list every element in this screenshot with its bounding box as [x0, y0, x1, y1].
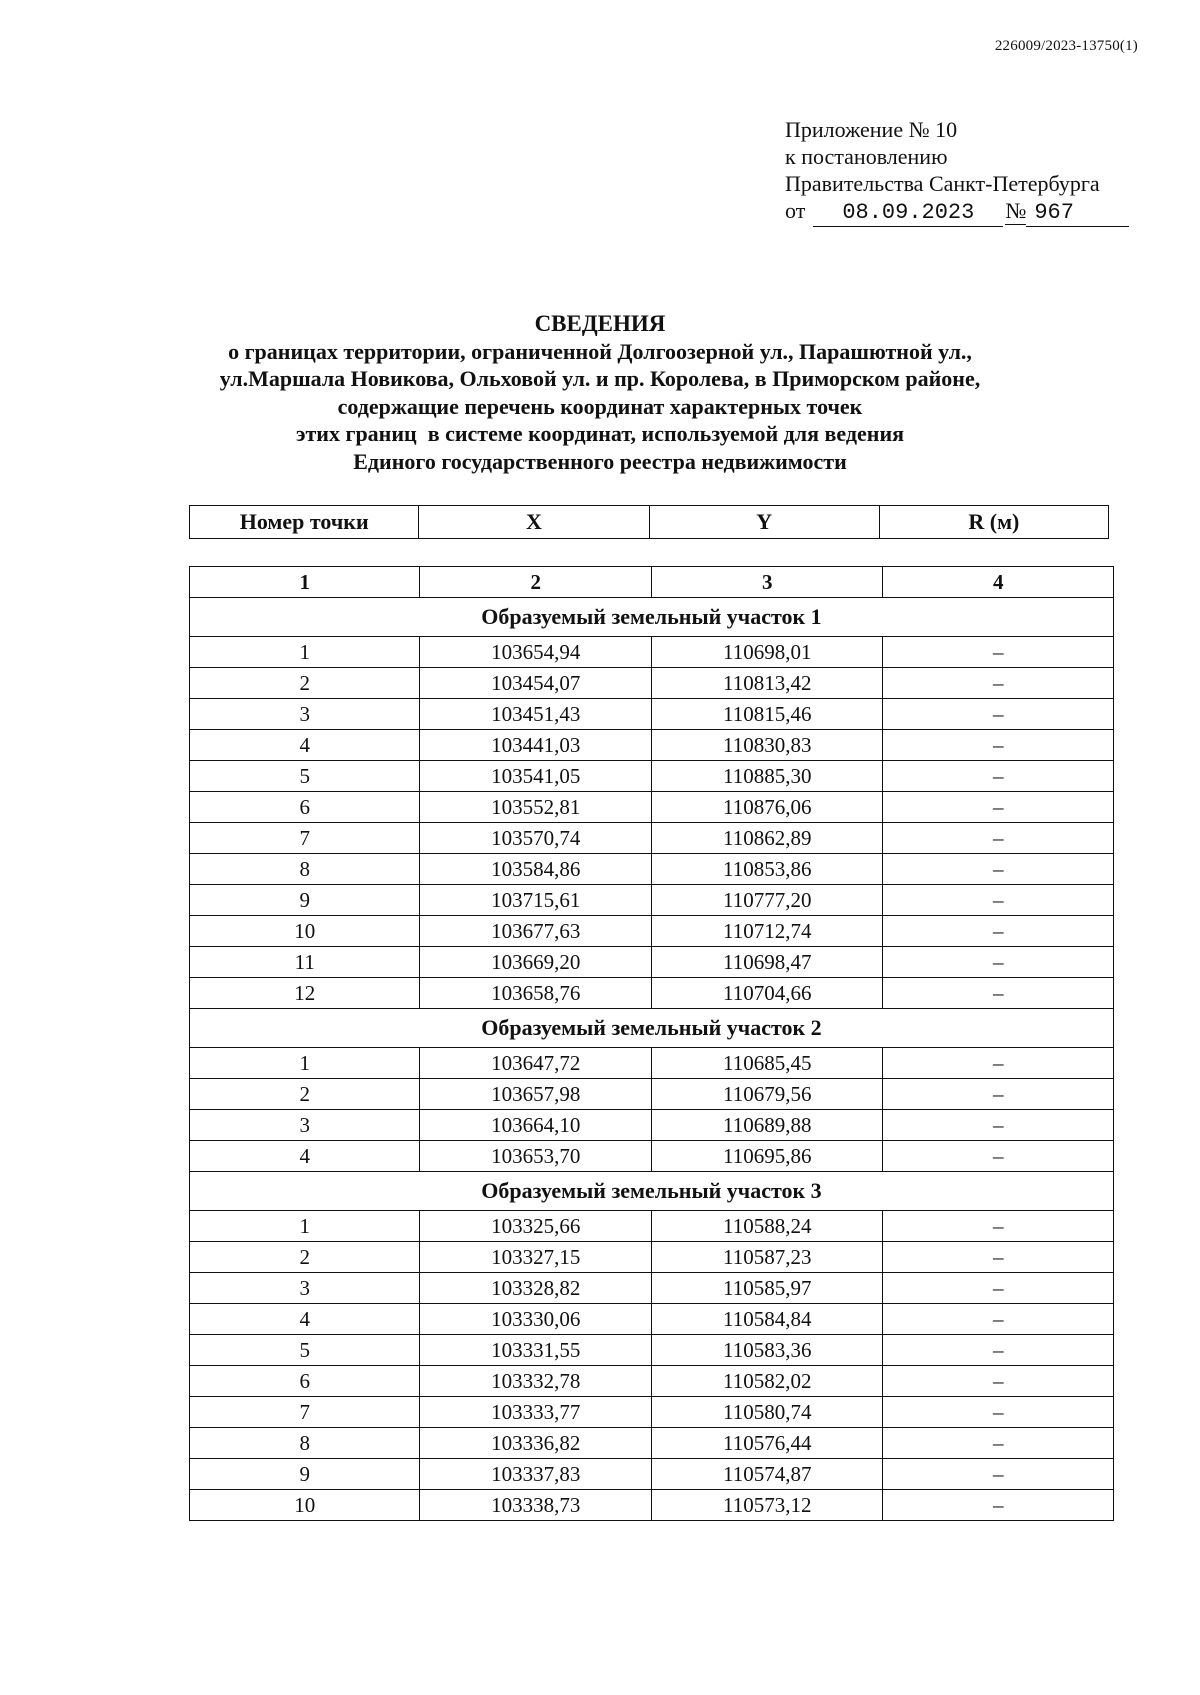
x-coordinate-cell: 103584,86 — [420, 854, 652, 885]
radius-cell: – — [883, 885, 1114, 916]
y-coordinate-cell: 110576,44 — [651, 1428, 883, 1459]
title-line-5: Единого государственного реестра недвижимости — [353, 448, 847, 474]
column-number-3: 3 — [651, 567, 883, 598]
annex-block — [785, 116, 1129, 227]
radius-cell: – — [883, 1079, 1114, 1110]
x-coordinate-cell: 103451,43 — [420, 699, 652, 730]
point-number-cell: 6 — [190, 792, 420, 823]
title-line-4: этих границ в системе координат, используемой для ведения — [295, 421, 905, 446]
x-coordinate-cell: 103333,77 — [420, 1397, 652, 1428]
y-coordinate-cell: 110580,74 — [651, 1397, 883, 1428]
table-row — [190, 1428, 1114, 1459]
section-title: Образуемый земельный участок 3 — [190, 1172, 1114, 1211]
y-coordinate-cell: 110679,56 — [651, 1079, 883, 1110]
y-coordinate-cell: 110876,06 — [651, 792, 883, 823]
radius-cell: – — [883, 1242, 1114, 1273]
document-registration-number: 226009/2023-13750(1) — [994, 38, 1138, 54]
section-header-row — [190, 1009, 1114, 1048]
x-coordinate-cell: 103325,66 — [420, 1211, 652, 1242]
x-coordinate-cell: 103715,61 — [420, 885, 652, 916]
y-coordinate-cell: 110574,87 — [651, 1459, 883, 1490]
section-title: Образуемый земельный участок 1 — [190, 598, 1114, 637]
radius-cell: – — [883, 1304, 1114, 1335]
point-number-cell: 6 — [190, 1366, 420, 1397]
y-coordinate-cell: 110685,45 — [651, 1048, 883, 1079]
radius-cell: – — [883, 730, 1114, 761]
header-r: R (м) — [879, 506, 1108, 539]
annex-date-row — [785, 197, 1129, 227]
point-number-cell: 8 — [190, 1428, 420, 1459]
table-row — [190, 730, 1114, 761]
point-number-cell: 11 — [190, 947, 420, 978]
point-number-cell: 4 — [190, 1141, 420, 1172]
point-number-cell: 7 — [190, 823, 420, 854]
header-point-number: Номер точки — [190, 506, 419, 539]
y-coordinate-cell: 110695,86 — [651, 1141, 883, 1172]
radius-cell: – — [883, 1490, 1114, 1521]
section-header-row — [190, 598, 1114, 637]
point-number-cell: 7 — [190, 1397, 420, 1428]
section-title: Образуемый земельный участок 2 — [190, 1009, 1114, 1048]
y-coordinate-cell: 110813,42 — [651, 668, 883, 699]
point-number-cell: 1 — [190, 1048, 420, 1079]
table-row — [190, 699, 1114, 730]
radius-cell: – — [883, 1273, 1114, 1304]
x-coordinate-cell: 103552,81 — [420, 792, 652, 823]
title-line-3: содержащие перечень координат характерных точек — [337, 393, 863, 419]
x-coordinate-cell: 103647,72 — [420, 1048, 652, 1079]
y-coordinate-cell: 110582,02 — [651, 1366, 883, 1397]
radius-cell: – — [883, 1428, 1114, 1459]
x-coordinate-cell: 103677,63 — [420, 916, 652, 947]
column-number-row — [190, 567, 1114, 598]
radius-cell: – — [883, 823, 1114, 854]
radius-cell: – — [883, 978, 1114, 1009]
radius-cell: – — [883, 1110, 1114, 1141]
header-y: Y — [649, 506, 879, 539]
column-header-table — [189, 505, 1109, 539]
radius-cell: – — [883, 668, 1114, 699]
point-number-cell: 3 — [190, 1110, 420, 1141]
y-coordinate-cell: 110704,66 — [651, 978, 883, 1009]
x-coordinate-cell: 103336,82 — [420, 1428, 652, 1459]
table-row — [190, 1304, 1114, 1335]
y-coordinate-cell: 110853,86 — [651, 854, 883, 885]
table-row — [190, 1141, 1114, 1172]
y-coordinate-cell: 110885,30 — [651, 761, 883, 792]
point-number-cell: 1 — [190, 637, 420, 668]
table-row — [190, 1048, 1114, 1079]
radius-cell: – — [883, 792, 1114, 823]
table-row — [190, 916, 1114, 947]
title-heading: СВЕДЕНИЯ — [534, 311, 666, 336]
x-coordinate-cell: 103657,98 — [420, 1079, 652, 1110]
column-number-2: 2 — [420, 567, 652, 598]
y-coordinate-cell: 110815,46 — [651, 699, 883, 730]
x-coordinate-cell: 103330,06 — [420, 1304, 652, 1335]
x-coordinate-cell: 103337,83 — [420, 1459, 652, 1490]
point-number-cell: 2 — [190, 1242, 420, 1273]
y-coordinate-cell: 110689,88 — [651, 1110, 883, 1141]
table-row — [190, 947, 1114, 978]
table-row — [190, 1110, 1114, 1141]
column-header-row — [190, 506, 1109, 539]
point-number-cell: 9 — [190, 1459, 420, 1490]
document-title — [0, 310, 1200, 475]
y-coordinate-cell: 110584,84 — [651, 1304, 883, 1335]
table-row — [190, 1490, 1114, 1521]
point-number-cell: 5 — [190, 1335, 420, 1366]
point-number-cell: 1 — [190, 1211, 420, 1242]
header-x: X — [419, 506, 649, 539]
y-coordinate-cell: 110698,01 — [651, 637, 883, 668]
x-coordinate-cell: 103658,76 — [420, 978, 652, 1009]
table-row — [190, 885, 1114, 916]
y-coordinate-cell: 110862,89 — [651, 823, 883, 854]
y-coordinate-cell: 110573,12 — [651, 1490, 883, 1521]
table-row — [190, 761, 1114, 792]
point-number-cell: 3 — [190, 699, 420, 730]
y-coordinate-cell: 110777,20 — [651, 885, 883, 916]
y-coordinate-cell: 110698,47 — [651, 947, 883, 978]
radius-cell: – — [883, 637, 1114, 668]
y-coordinate-cell: 110587,23 — [651, 1242, 883, 1273]
annex-number-label: № — [1005, 198, 1027, 223]
point-number-cell: 10 — [190, 1490, 420, 1521]
point-number-cell: 12 — [190, 978, 420, 1009]
x-coordinate-cell: 103669,20 — [420, 947, 652, 978]
table-row — [190, 1335, 1114, 1366]
point-number-cell: 2 — [190, 668, 420, 699]
x-coordinate-cell: 103570,74 — [420, 823, 652, 854]
table-row — [190, 1211, 1114, 1242]
radius-cell: – — [883, 699, 1114, 730]
radius-cell: – — [883, 1366, 1114, 1397]
x-coordinate-cell: 103541,05 — [420, 761, 652, 792]
x-coordinate-cell: 103654,94 — [420, 637, 652, 668]
point-number-cell: 4 — [190, 1304, 420, 1335]
x-coordinate-cell: 103338,73 — [420, 1490, 652, 1521]
x-coordinate-cell: 103327,15 — [420, 1242, 652, 1273]
table-row — [190, 668, 1114, 699]
coordinates-table — [189, 566, 1114, 1521]
x-coordinate-cell: 103653,70 — [420, 1141, 652, 1172]
point-number-cell: 9 — [190, 885, 420, 916]
table-row — [190, 1273, 1114, 1304]
radius-cell: – — [883, 947, 1114, 978]
radius-cell: – — [883, 1335, 1114, 1366]
table-row — [190, 792, 1114, 823]
radius-cell: – — [883, 1397, 1114, 1428]
table-row — [190, 854, 1114, 885]
x-coordinate-cell: 103332,78 — [420, 1366, 652, 1397]
annex-number: 967 — [1026, 199, 1129, 227]
radius-cell: – — [883, 1048, 1114, 1079]
coordinates-table-body — [190, 567, 1114, 1521]
point-number-cell: 10 — [190, 916, 420, 947]
radius-cell: – — [883, 1459, 1114, 1490]
x-coordinate-cell: 103328,82 — [420, 1273, 652, 1304]
y-coordinate-cell: 110712,74 — [651, 916, 883, 947]
column-number-4: 4 — [883, 567, 1114, 598]
radius-cell: – — [883, 854, 1114, 885]
point-number-cell: 3 — [190, 1273, 420, 1304]
annex-resolution-label: к постановлению — [785, 144, 948, 169]
table-row — [190, 637, 1114, 668]
annex-title: Приложение № 10 — [785, 117, 958, 142]
title-line-1: о границах территории, ограниченной Долгоозерной ул., Парашютной ул., — [228, 338, 972, 364]
y-coordinate-cell: 110588,24 — [651, 1211, 883, 1242]
point-number-cell: 4 — [190, 730, 420, 761]
x-coordinate-cell: 103441,03 — [420, 730, 652, 761]
annex-date: 08.09.2023 — [813, 199, 1003, 227]
section-header-row — [190, 1172, 1114, 1211]
point-number-cell: 8 — [190, 854, 420, 885]
title-line-2: ул.Маршала Новикова, Ольховой ул. и пр. Королева, в Приморском районе, — [219, 366, 981, 391]
x-coordinate-cell: 103454,07 — [420, 668, 652, 699]
y-coordinate-cell: 110585,97 — [651, 1273, 883, 1304]
radius-cell: – — [883, 761, 1114, 792]
table-row — [190, 823, 1114, 854]
table-row — [190, 1242, 1114, 1273]
table-row — [190, 1397, 1114, 1428]
table-row — [190, 1459, 1114, 1490]
x-coordinate-cell: 103664,10 — [420, 1110, 652, 1141]
radius-cell: – — [883, 1211, 1114, 1242]
table-row — [190, 1366, 1114, 1397]
y-coordinate-cell: 110583,36 — [651, 1335, 883, 1366]
radius-cell: – — [883, 1141, 1114, 1172]
point-number-cell: 5 — [190, 761, 420, 792]
radius-cell: – — [883, 916, 1114, 947]
point-number-cell: 2 — [190, 1079, 420, 1110]
table-row — [190, 978, 1114, 1009]
annex-ot-label: от — [785, 198, 806, 223]
x-coordinate-cell: 103331,55 — [420, 1335, 652, 1366]
annex-government-label: Правительства Санкт-Петербурга — [785, 171, 1100, 196]
table-row — [190, 1079, 1114, 1110]
y-coordinate-cell: 110830,83 — [651, 730, 883, 761]
column-number-1: 1 — [190, 567, 420, 598]
